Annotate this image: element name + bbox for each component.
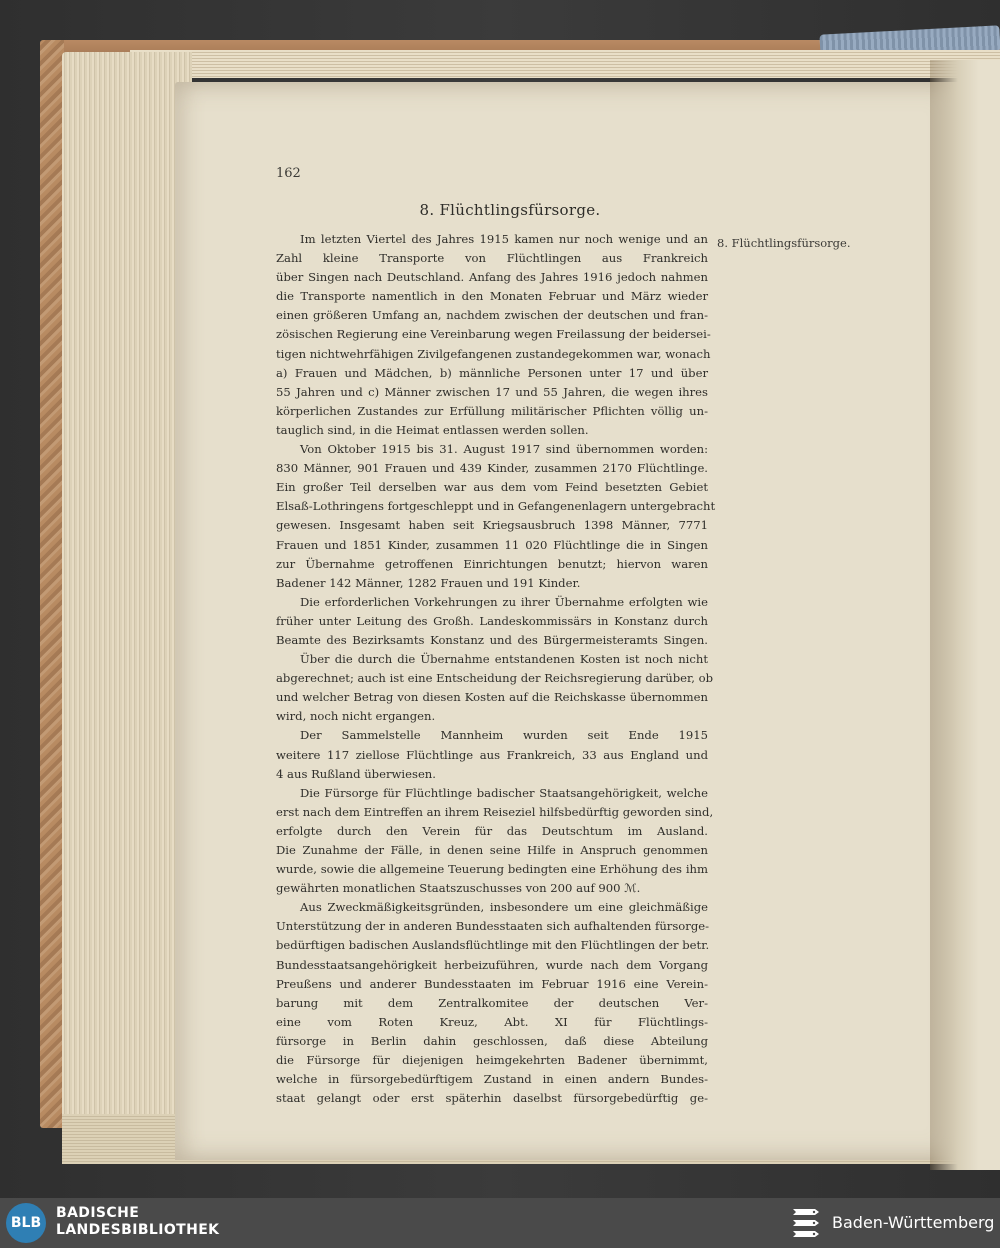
text-line: Aus Zweckmäßigkeitsgründen, insbesondere um eine gleichmäßige (300, 900, 708, 915)
text-line: a) Frauen und Mädchen, b) männliche Personen unter 17 und über (276, 365, 708, 380)
text-line: Zahl kleine Transporte von Flüchtlingen aus Frankreich (276, 251, 708, 266)
text-line: Bundesstaatsangehörigkeit herbeizuführen, wurde nach dem Vorgang (276, 957, 708, 972)
text-line: Die Zunahme der Fälle, in denen seine Hilfe in Anspruch genommen (276, 843, 708, 857)
text-line: über Singen nach Deutschland. Anfang des Jahres 1916 jedoch nahmen (276, 270, 708, 285)
text-line: erst nach dem Eintreffen an ihrem Reiseziel hilfsbedürftig geworden sind, (276, 804, 714, 819)
text-line: wird, noch nicht ergangen. (276, 709, 436, 724)
three-lions-emblem-icon[interactable] (790, 1205, 824, 1241)
text-line: Elsaß-Lothringens fortgeschleppt und in Gefangenenlagern untergebracht (276, 499, 716, 514)
text-line: 55 Jahren und c) Männer zwischen 17 und 55 Jahren, die wegen ihres (276, 384, 708, 399)
text-line: 830 Männer, 901 Frauen und 439 Kinder, zusammen 2170 Flüchtlinge. (276, 461, 708, 476)
text-line: und welcher Betrag von diesen Kosten auf die Reichskasse übernommen (276, 690, 708, 705)
text-line: zur Übernahme getroffenen Einrichtungen benutzt; hiervon waren (276, 556, 708, 571)
text-line: wurde, sowie die allgemeine Teuerung bedingten eine Erhöhung des ihm (276, 862, 708, 877)
text-line: einen größeren Umfang an, nachdem zwischen der deutschen und fran- (276, 308, 708, 323)
text-line: Die Fürsorge für Flüchtlinge badischer Staatsangehörigkeit, welche (300, 785, 708, 800)
book-gutter (930, 60, 1000, 1170)
text-line: weitere 117 ziellose Flüchtlinge aus Frankreich, 33 aus England und (276, 747, 708, 762)
text-line: Frauen und 1851 Kinder, zusammen 11 020 Flüchtlinge die in Singen (276, 537, 708, 552)
text-line: fürsorge in Berlin dahin geschlossen, daß diese Abteilung (276, 1033, 708, 1048)
body-text (276, 230, 716, 1108)
library-name-line2: LANDESBIBLIOTHEK (56, 1222, 220, 1238)
text-line: tauglich sind, in die Heimat entlassen werden sollen. (276, 422, 589, 437)
text-line: abgerechnet; auch ist eine Entscheidung der Reichsregierung darüber, ob (276, 671, 714, 686)
blb-logo[interactable]: BLB (6, 1203, 46, 1243)
text-line: tigen nichtwehrfähigen Zivilgefangenen zustandegekommen war, wonach (276, 346, 711, 361)
text-line: gewesen. Insgesamt haben seit Kriegsausbruch 1398 Männer, 7771 (276, 518, 708, 533)
page-side-edges (62, 52, 192, 1120)
text-line: Die erforderlichen Vorkehrungen zu ihrer Übernahme erfolgten wie (300, 594, 708, 609)
text-line: zösischen Regierung eine Vereinbarung wegen Freilassung der beidersei- (276, 327, 711, 342)
text-line: 4 aus Rußland überwiesen. (276, 766, 436, 781)
page-top-edges (130, 50, 1000, 78)
text-line: die Fürsorge für diejenigen heimgekehrten Badener übernimmt, (276, 1053, 708, 1068)
text-line: Beamte des Bezirksamts Konstanz und des Bürgermeisteramts Singen. (276, 632, 708, 647)
library-name-line1: BADISCHE (56, 1205, 140, 1221)
text-line: gewährten monatlichen Staatszuschusses von 200 auf 900 ℳ. (276, 881, 641, 896)
text-line: körperlichen Zustandes zur Erfüllung militärischer Pflichten völlig un- (276, 403, 708, 418)
state-name[interactable]: Baden-Württemberg (832, 1213, 995, 1232)
text-line: Über die durch die Übernahme entstandenen Kosten ist noch nicht (300, 652, 708, 667)
text-line: eine vom Roten Kreuz, Abt. XI für Flüchtlings- (276, 1014, 708, 1029)
text-line: früher unter Leitung des Großh. Landeskommissärs in Konstanz durch (276, 613, 708, 628)
library-name[interactable] (56, 1205, 219, 1239)
book-cover-left (40, 40, 64, 1128)
text-line: barung mit dem Zentralkomitee der deutschen Ver- (276, 995, 708, 1010)
text-line: Der Sammelstelle Mannheim wurden seit Ende 1915 (300, 728, 708, 743)
text-line: Badener 142 Männer, 1282 Frauen und 191 Kinder. (276, 575, 581, 590)
text-line: staat gelangt oder erst späterhin daselbst fürsorgebedürftig ge- (276, 1091, 708, 1106)
page-number: 162 (276, 166, 301, 181)
text-line: erfolgte durch den Verein für das Deutschtum im Ausland. (276, 823, 708, 838)
text-line: Ein großer Teil derselben war aus dem vom Feind besetzten Gebiet (276, 480, 708, 495)
margin-note: 8. Flüchtlingsfürsorge. (717, 236, 851, 250)
text-line: Preußens und anderer Bundesstaaten im Februar 1916 eine Verein- (276, 976, 708, 991)
text-line: welche in fürsorgebedürftigem Zustand in einen andern Bundes- (276, 1072, 708, 1087)
text-line: Von Oktober 1915 bis 31. August 1917 sind übernommen worden: (300, 442, 708, 457)
text-line: die Transporte namentlich in den Monaten Februar und März wieder (276, 289, 708, 304)
text-line: bedürftigen badischen Auslandsflüchtlinge mit den Flüchtlingen der betr. (276, 938, 710, 953)
text-line: Im letzten Viertel des Jahres 1915 kamen nur noch wenige und an (300, 232, 708, 246)
text-line: Unterstützung der in anderen Bundesstaaten sich aufhaltenden fürsorge- (276, 919, 710, 934)
section-title: 8. Flüchtlingsfürsorge. (419, 201, 601, 219)
